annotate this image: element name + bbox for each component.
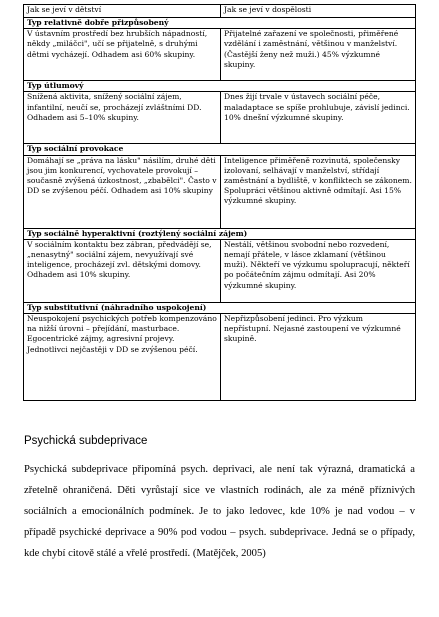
- adulthood-cell: Nestálí, většinou svobodní nebo rozvedení, nemají přátele, v lásce zklamaní (většinou muži). Někteří ve výzkumu spolupracují, někteří po počátečním zájmu odmítají. Asi 20% výzkumné skupiny.: [221, 239, 416, 302]
- table-row: [24, 314, 416, 401]
- table-row: [24, 155, 416, 228]
- adulthood-cell: Dnes žijí trvale v ústavech sociální péče, maladaptace se spíše prohlubuje, závislí jedinci. 10% dnešní výzkumné skupiny.: [221, 92, 416, 144]
- type-title: Typ sociálně hyperaktivní (roztýlený sociální zájem): [24, 228, 416, 239]
- typology-table: [23, 4, 416, 401]
- adulthood-cell: Přijatelné zařazení ve společnosti, přiměřené vzdělání i zaměstnání, většinou v manželství. (Častější ženy než muži.) 45% výzkumné skupiny.: [221, 29, 416, 81]
- type-title-row: [24, 81, 416, 92]
- adulthood-cell: Nepřizpůsobení jedinci. Pro výzkum nepřístupní. Nejasné zastoupení ve výzkumné skupině.: [221, 314, 416, 401]
- type-title: Typ substitutivní (náhradního uspokojení): [24, 302, 416, 313]
- type-title-row: [24, 302, 416, 313]
- table-row: [24, 239, 416, 302]
- adulthood-cell: Inteligence přiměřeně rozvinutá, společensky izolovaní, selhávají v manželství, střídají zaměstnání a bydliště, v konfliktech se zákonem. Spolupráci většinou aktivně odmítají. Asi 15% výzkumné skupiny.: [221, 155, 416, 228]
- type-title-row: [24, 228, 416, 239]
- header-childhood: Jak se jeví v dětství: [24, 5, 221, 18]
- type-title: Typ útlumový: [24, 81, 416, 92]
- type-title: Typ sociální provokace: [24, 144, 416, 155]
- childhood-cell: Domáhají se „práva na lásku" násilím, druhé děti jsou jim konkurencí, vychovatele provokují – současně zvýšená úzkostnost, „zbabělci". Často v DD se zvýšenou péčí. Odhadem asi 10% skupiny: [24, 155, 221, 228]
- section-heading: Psychická subdeprivace: [24, 435, 148, 447]
- childhood-cell: Neuspokojení psychických potřeb kompenzováno na nižší úrovni – přejídání, masturbace. Egocentrické zájmy, agresivní projevy. Jednotlivci nejčastěji v DD se zvýšenou péčí.: [24, 314, 221, 401]
- table-header-row: [24, 5, 416, 18]
- table-row: [24, 92, 416, 144]
- type-title: Typ relativně dobře přizpůsobený: [24, 18, 416, 29]
- childhood-cell: V ústavním prostředí bez hrubších nápadností, někdy „miláčci", učí se přijatelně, s druhými dětmi vycházejí. Odhadem asi 60% skupiny.: [24, 29, 221, 81]
- type-title-row: [24, 18, 416, 29]
- childhood-cell: Snížená aktivita, snížený sociální zájem, infantilní, neučí se, procházejí zvláštními DD. Odhadem asi 5–10% skupiny.: [24, 92, 221, 144]
- header-adulthood: Jak se jeví v dospělosti: [221, 5, 416, 18]
- childhood-cell: V sociálním kontaktu bez zábran, předvádějí se, „nenasytný" sociální zájem, nevyužívají své inteligence, procházejí zvl. dětskými domovy. Odhadem asi 10% skupiny.: [24, 239, 221, 302]
- body-paragraph: Psychická subdeprivace připomíná psych. deprivaci, ale není tak výrazná, dramatická a zřetelně ohraničená. Děti vyrůstají sice ve vlastních rodinách, ale za méně příznivých sociálních a emocionálních podmínek. Je to jako ledovec, kde 10% je nad vodou – v případě psychické deprivace a 90% pod vodou – psych. subdeprivace. Jedná se o případy, kde chybí citově stálé a vřelé prostředí. (Matějček, 2005): [24, 464, 415, 559]
- type-title-row: [24, 144, 416, 155]
- table-row: [24, 29, 416, 81]
